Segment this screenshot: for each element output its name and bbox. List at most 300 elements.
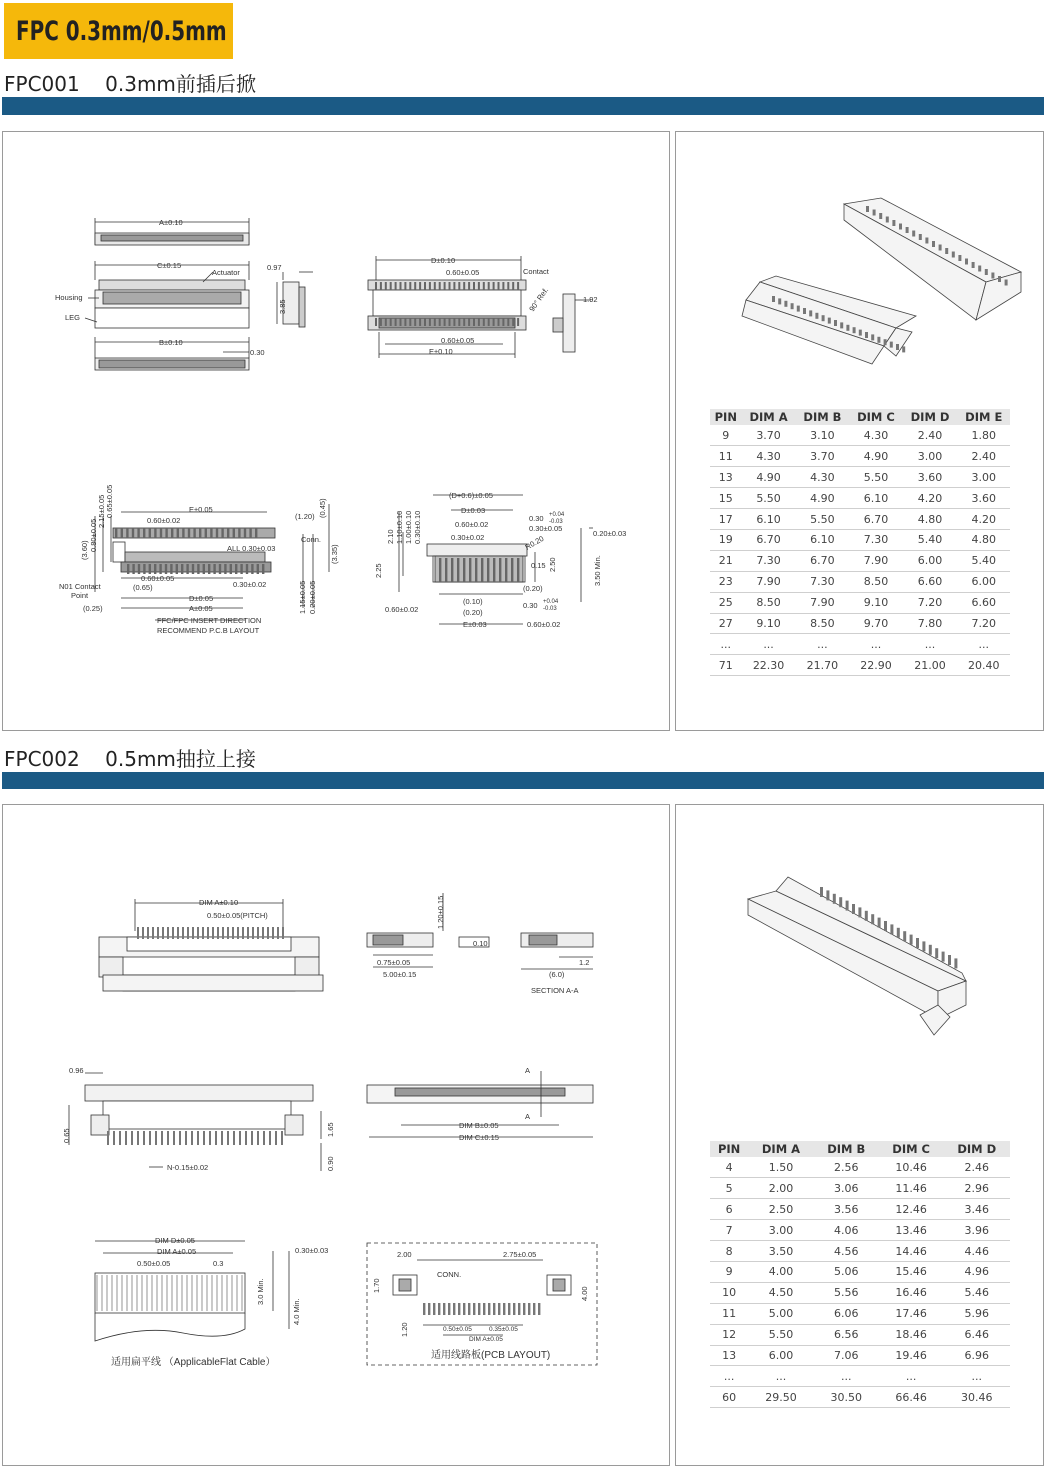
ref90-label: 90° Ref.: [527, 285, 551, 314]
pin-mark: [197, 1131, 199, 1145]
pin-mark: [865, 332, 868, 338]
pin-mark: [281, 1131, 283, 1145]
table-cell: 3.60: [903, 467, 958, 488]
pin-mark: [212, 927, 214, 939]
table-cell: 7.90: [849, 550, 902, 571]
pin-mark: [167, 1131, 169, 1145]
table-header: DIM B: [814, 1141, 879, 1157]
pin-mark: [481, 558, 483, 582]
dim-020: 0.20±0.05: [308, 580, 317, 614]
pcb-layout-label: RECOMMEND P.C.B LAYOUT: [157, 626, 260, 635]
pin-mark: [257, 927, 259, 939]
dim-030c: 0.30±0.02: [451, 533, 485, 542]
section2-technical-drawing: [3, 805, 671, 1467]
table-cell: 4.30: [742, 446, 796, 467]
pin-mark: [232, 927, 234, 939]
pin-mark: [791, 303, 794, 309]
table-cell: 3.00: [903, 446, 958, 467]
dim-215: 2.15±0.05: [97, 494, 106, 528]
table-cell: 2.40: [957, 446, 1010, 467]
pin-mark: [209, 1131, 211, 1145]
table-cell: 30.50: [814, 1387, 879, 1408]
table-cell: 2.46: [943, 1157, 1010, 1178]
pin-mark: [892, 220, 895, 226]
pin-mark: [772, 296, 775, 302]
pin-mark: [205, 528, 207, 538]
pin-mark: [935, 948, 938, 958]
dim-d-005: DIM D±0.05: [155, 1236, 195, 1245]
pin-mark: [149, 528, 151, 538]
pin-mark: [165, 564, 167, 574]
pitch3-label: 0.50±0.05: [443, 1326, 472, 1333]
pin-mark: [538, 1303, 540, 1315]
table-cell: 17: [710, 509, 742, 530]
pin-mark: [395, 318, 397, 326]
table-cell: 6.60: [957, 592, 1010, 613]
table-cell: 3.50: [748, 1241, 813, 1262]
table-cell: 19.46: [879, 1345, 944, 1366]
pin-mark: [954, 958, 957, 968]
pin-mark: [390, 318, 392, 326]
pin-mark: [400, 318, 402, 326]
pin-mark: [449, 282, 451, 290]
pin-mark: [517, 282, 519, 290]
table-cell: 2.96: [943, 1178, 1010, 1199]
pin-mark: [493, 558, 495, 582]
section1-divider: [2, 97, 1044, 115]
table-row: [710, 467, 1010, 488]
pin-mark: [528, 1303, 530, 1315]
pin-mark: [262, 927, 264, 939]
pin-mark: [173, 1131, 175, 1145]
table-row: [710, 1157, 1010, 1178]
dim-100: 1.00±0.10: [404, 510, 413, 544]
pin-mark: [221, 1131, 223, 1145]
table-cell: 60: [710, 1387, 748, 1408]
pin-mark: [161, 1131, 163, 1145]
table-cell: 1.80: [957, 425, 1010, 446]
pin-mark: [215, 1131, 217, 1145]
dim-010: 0.10: [473, 939, 488, 948]
dim-020d: 0.20±0.03: [593, 529, 627, 538]
pin-mark: [390, 282, 392, 290]
pin-mark: [925, 238, 928, 244]
table-cell: 9.70: [849, 613, 902, 634]
pin-mark: [203, 564, 205, 574]
table-cell: 11: [710, 1303, 748, 1324]
tol-plus-1: +0.04: [549, 512, 565, 518]
table-cell: 8.50: [796, 613, 850, 634]
pin-mark: [871, 334, 874, 340]
table-cell: ...: [748, 1366, 813, 1387]
pin-mark: [903, 931, 906, 941]
table-cell: 8: [710, 1241, 748, 1262]
table-cell: 7.20: [957, 613, 1010, 634]
table-row: [710, 425, 1010, 446]
dim-a3: DIM A±0.05: [469, 1336, 503, 1343]
pin-mark: [143, 564, 145, 574]
pin-mark: [235, 564, 237, 574]
table-row: [710, 1241, 1010, 1262]
pin-mark: [884, 339, 887, 345]
table-cell: 5: [710, 1178, 748, 1199]
housing-label: Housing: [55, 293, 83, 302]
section2-title: FPC002 0.5mm抽拉上接: [4, 747, 256, 771]
table-cell: ...: [742, 634, 796, 655]
pin-mark: [945, 248, 948, 254]
dim-025: (0.25): [83, 604, 103, 613]
dim-e-front: E±0.10: [429, 347, 453, 356]
table-cell: 7: [710, 1220, 748, 1241]
pin-mark: [478, 1303, 480, 1315]
table-cell: 11.46: [879, 1178, 944, 1199]
pin-mark: [865, 911, 868, 921]
pin-mark: [929, 945, 932, 955]
dim-170: 1.70: [372, 1278, 381, 1293]
table-row: [710, 1345, 1010, 1366]
pin-mark: [507, 318, 509, 326]
table-cell: 4.30: [849, 425, 902, 446]
pin-mark: [853, 327, 856, 333]
actuator-label: Actuator: [212, 268, 240, 277]
dim-250: 2.50: [548, 557, 557, 572]
pin-mark: [207, 927, 209, 939]
pin-mark: [512, 318, 514, 326]
pin-mark: [107, 1131, 109, 1145]
pin-mark: [942, 952, 945, 962]
cable-caption: 适用扁平线 （ApplicableFlat Cable）: [111, 1357, 276, 1368]
table-cell: 13: [710, 467, 742, 488]
pitch2-label: 0.50±0.05: [137, 1259, 171, 1268]
pin-mark: [839, 897, 842, 907]
table-cell: 3.70: [742, 425, 796, 446]
pin-mark: [202, 927, 204, 939]
dim-165: 1.65: [326, 1122, 335, 1137]
pin-mark: [468, 282, 470, 290]
pin-mark: [160, 528, 162, 538]
pin-mark: [998, 276, 1001, 282]
table-cell: 5.40: [957, 550, 1010, 571]
table-cell: 7.20: [903, 592, 958, 613]
dim-pitch1: 0.60±0.05: [446, 268, 480, 277]
table-cell: ...: [943, 1366, 1010, 1387]
pin-mark: [131, 1131, 133, 1145]
table-cell: 15: [710, 488, 742, 509]
pin-mark: [458, 1303, 460, 1315]
pin-mark: [498, 318, 500, 326]
dim-pitch5: 0.60±0.02: [455, 520, 489, 529]
dim-c-015: DIM C±0.15: [459, 1133, 499, 1142]
pin-mark: [511, 558, 513, 582]
dim-030e: 0.30±0.05: [529, 524, 563, 533]
pin-mark: [375, 282, 377, 290]
pin-mark: [505, 558, 507, 582]
dim-pitch2: 0.60±0.05: [441, 336, 475, 345]
pin-mark: [409, 318, 411, 326]
table-cell: 4.00: [748, 1261, 813, 1282]
pin-mark: [890, 924, 893, 934]
dim-045: (0.45): [318, 498, 327, 518]
table-cell: 3.96: [943, 1220, 1010, 1241]
table-cell: 4.96: [943, 1261, 1010, 1282]
table-cell: 66.46: [879, 1387, 944, 1408]
pin-mark: [468, 1303, 470, 1315]
pin-mark: [219, 564, 221, 574]
table-cell: 5.40: [903, 529, 958, 550]
dim-075: 0.75±0.05: [377, 958, 411, 967]
table-cell: 5.50: [742, 488, 796, 509]
pin-mark: [282, 927, 284, 939]
table-cell: 6.10: [796, 529, 850, 550]
pin-mark: [149, 1131, 151, 1145]
badge-text: FPC 0.3mm/0.5mm: [16, 15, 227, 47]
point-label: Point: [71, 591, 89, 600]
table-cell: 21.00: [903, 655, 958, 676]
pin-mark: [444, 318, 446, 326]
table-cell: 4.80: [903, 509, 958, 530]
pin-mark: [181, 564, 183, 574]
dim-60: (6.0): [549, 970, 565, 979]
dim-d-front: D±0.10: [431, 256, 456, 265]
dim-065v: 0.65±0.05: [105, 484, 114, 518]
table-row: [710, 529, 1010, 550]
pin-mark: [873, 210, 876, 216]
table-header: DIM D: [943, 1141, 1010, 1157]
pin-mark: [187, 927, 189, 939]
pin-mark: [199, 528, 201, 538]
pin-mark: [213, 564, 215, 574]
table-cell: 2.40: [903, 425, 958, 446]
table-cell: 6.60: [903, 571, 958, 592]
table-cell: 4.46: [943, 1241, 1010, 1262]
pin-mark: [878, 918, 881, 928]
pin-mark: [428, 1303, 430, 1315]
dim-192: 1.92: [583, 295, 598, 304]
table-cell: 2.56: [814, 1157, 879, 1178]
table-cell: 6.00: [903, 550, 958, 571]
table-cell: 3.46: [943, 1199, 1010, 1220]
pin-mark: [473, 1303, 475, 1315]
dim-a-010: DIM A±0.10: [199, 898, 239, 907]
table-cell: 6.10: [742, 509, 796, 530]
pin-mark: [475, 558, 477, 582]
pin-mark: [269, 1131, 271, 1145]
pin-mark: [395, 282, 397, 290]
pin-mark: [797, 306, 800, 312]
section1-title: FPC001 0.3mm前插后掀: [4, 72, 256, 96]
pin-mark: [197, 927, 199, 939]
dim-12: 1.2: [579, 958, 590, 967]
pin-mark: [132, 528, 134, 538]
pin-mark: [251, 1131, 253, 1145]
pin-mark: [488, 1303, 490, 1315]
pin-mark: [846, 325, 849, 331]
pin-mark: [846, 901, 849, 911]
pin-mark: [239, 1131, 241, 1145]
table-cell: 7.90: [742, 571, 796, 592]
pin-mark: [828, 318, 831, 324]
pin-mark: [172, 927, 174, 939]
pin-mark: [419, 282, 421, 290]
pin-mark: [453, 1303, 455, 1315]
pin-mark: [414, 282, 416, 290]
pin-mark: [473, 318, 475, 326]
pin-mark: [414, 318, 416, 326]
pin-mark: [434, 318, 436, 326]
pin-mark: [502, 318, 504, 326]
pin-mark: [508, 1303, 510, 1315]
pin-mark: [272, 927, 274, 939]
pin-mark: [483, 318, 485, 326]
pin-mark: [858, 907, 861, 917]
dim-40-min: 4.0 Min.: [292, 1298, 301, 1325]
pin-mark: [143, 528, 145, 538]
table-cell: 29.50: [748, 1387, 813, 1408]
pin-mark: [121, 528, 123, 538]
pin-mark: [244, 528, 246, 538]
pin-mark: [952, 252, 955, 258]
pin-mark: [409, 282, 411, 290]
table-cell: 11: [710, 446, 742, 467]
pin-mark: [433, 1303, 435, 1315]
dim-030d: 0.30: [529, 514, 544, 523]
r020-label: R0.20: [523, 533, 546, 552]
table-row: [710, 1261, 1010, 1282]
table-cell: 13: [710, 1345, 748, 1366]
pin-mark: [170, 564, 172, 574]
pin-mark: [517, 318, 519, 326]
dim-210: 2.10: [386, 529, 395, 544]
pin-mark: [227, 1131, 229, 1145]
pin-mark: [513, 1303, 515, 1315]
dim-a005: A±0.05: [189, 604, 213, 613]
fpc001-dimension-table: [710, 409, 1010, 676]
pin-mark: [493, 282, 495, 290]
table-row: [710, 1366, 1010, 1387]
table-cell: 8.50: [742, 592, 796, 613]
pin-mark: [275, 1131, 277, 1145]
pin-mark: [503, 1303, 505, 1315]
pin-mark: [149, 564, 151, 574]
pin-mark: [255, 528, 257, 538]
pin-mark: [192, 564, 194, 574]
pin-mark: [922, 941, 925, 951]
table-cell: 5.96: [943, 1303, 1010, 1324]
pin-mark: [463, 318, 465, 326]
pin-mark: [238, 528, 240, 538]
section1-drawing-panel: [2, 131, 670, 731]
pin-mark: [866, 206, 869, 212]
table-cell: ...: [710, 634, 742, 655]
pin-mark: [147, 927, 149, 939]
dim-385: 3.85: [278, 299, 287, 314]
pin-mark: [162, 927, 164, 939]
pin-mark: [906, 227, 909, 233]
pin-mark: [138, 564, 140, 574]
product-badge: [4, 3, 233, 59]
pin-mark: [939, 245, 942, 251]
table-cell: ...: [903, 634, 958, 655]
table-row: [710, 1282, 1010, 1303]
table-row: [710, 655, 1010, 676]
table-cell: 4.90: [849, 446, 902, 467]
table-cell: 6.70: [796, 550, 850, 571]
pin-mark: [113, 1131, 115, 1145]
table-cell: 6.70: [742, 529, 796, 550]
contact-label: Contact: [523, 267, 549, 276]
pin-mark: [488, 282, 490, 290]
pin-mark: [424, 318, 426, 326]
table-cell: 27: [710, 613, 742, 634]
pin-mark: [157, 927, 159, 939]
pin-mark: [263, 1131, 265, 1145]
table-cell: 22.30: [742, 655, 796, 676]
pin-mark: [247, 927, 249, 939]
table-cell: 5.00: [748, 1303, 813, 1324]
pin-mark: [463, 282, 465, 290]
pin-mark: [210, 528, 212, 538]
pin-mark: [463, 1303, 465, 1315]
table-cell: 4.90: [796, 488, 850, 509]
dim-035: 0.35±0.05: [489, 1326, 518, 1333]
table-row: [710, 1220, 1010, 1241]
table-cell: 6.56: [814, 1324, 879, 1345]
table-cell: 4.20: [903, 488, 958, 509]
pin-mark: [143, 1131, 145, 1145]
table-cell: 23: [710, 571, 742, 592]
table-cell: 6.10: [849, 488, 902, 509]
fpc002-dimension-table: [710, 1141, 1010, 1408]
pin-mark: [192, 927, 194, 939]
table-cell: 8.50: [849, 571, 902, 592]
pin-mark: [991, 273, 994, 279]
table-cell: 71: [710, 655, 742, 676]
dim-120b: 1.20: [400, 1322, 409, 1337]
dim-b-005: DIM B±0.05: [459, 1121, 499, 1130]
pin-mark: [478, 318, 480, 326]
table-cell: 5.56: [814, 1282, 879, 1303]
pin-mark: [429, 318, 431, 326]
table-cell: 1.50: [748, 1157, 813, 1178]
table-cell: 7.30: [742, 550, 796, 571]
pin-mark: [115, 528, 117, 538]
dim-030f: 0.30: [523, 601, 538, 610]
pin-mark: [483, 282, 485, 290]
pin-mark: [404, 282, 406, 290]
dim-335: (3.35): [330, 544, 339, 564]
table-cell: ...: [957, 634, 1010, 655]
pin-mark: [451, 558, 453, 582]
pin-mark: [216, 528, 218, 538]
table-cell: 4.30: [796, 467, 850, 488]
pin-mark: [523, 1303, 525, 1315]
dim-065: 0.65: [62, 1128, 71, 1143]
pin-mark: [434, 282, 436, 290]
pin-mark: [890, 342, 893, 348]
pin-mark: [217, 927, 219, 939]
pin-mark: [965, 259, 968, 265]
pin-mark: [826, 890, 829, 900]
pin-mark: [424, 282, 426, 290]
pin-mark: [502, 282, 504, 290]
pin-mark: [171, 528, 173, 538]
dim-010: (0.10): [463, 597, 483, 606]
pin-mark: [224, 564, 226, 574]
pin-mark: [458, 282, 460, 290]
pin-mark: [177, 528, 179, 538]
pin-mark: [165, 528, 167, 538]
pin-mark: [257, 564, 259, 574]
